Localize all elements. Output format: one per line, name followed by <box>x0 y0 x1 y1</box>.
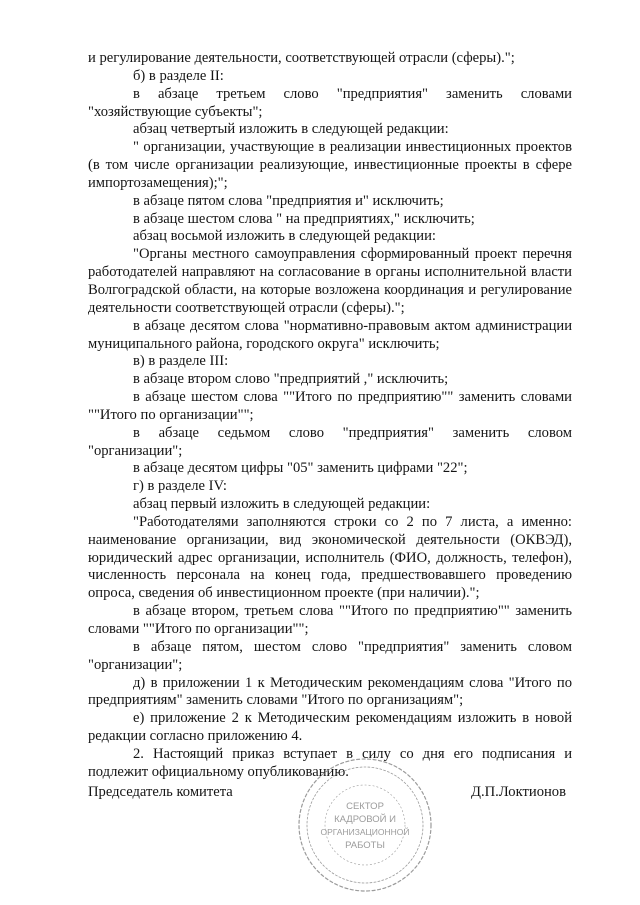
paragraph: в абзаце пятом, шестом слово "предприятия" заменить словом "организации"; <box>88 638 572 673</box>
stamp-line: СЕКТОР <box>346 801 384 812</box>
stamp-outer-ring <box>299 759 431 891</box>
paragraph: г) в разделе IV: <box>133 478 227 495</box>
paragraph: "Работодателями заполняются строки со 2 по 7 листа, а именно: наименование организации, вид экономической деятельности (ОКВЭД), юридический адрес организации, исполнитель (ФИО, должность, телефон), численность персонала на конец года, предшествовавшего проведению опроса, сведения об инвестиционном проекте (при наличии)."; <box>88 513 572 602</box>
paragraph: и регулирование деятельности, соответствующей отрасли (сферы)."; <box>88 50 515 66</box>
paragraph: " организации, участвующие в реализации инвестиционных проектов (в том числе организации реализующие, инвестиционные проекты в сфере импортозамещения);"; <box>88 139 572 191</box>
paragraph: абзац восьмой изложить в следующей редакции: <box>133 228 436 245</box>
paragraph: абзац первый изложить в следующей редакции: <box>133 496 431 513</box>
paragraph: е) приложение 2 к Методическим рекомендациям изложить в новой редакции согласно приложению 4. <box>88 710 572 745</box>
paragraph: в абзаце седьмом слово "предприятия" заменить словом "организации"; <box>88 424 572 459</box>
paragraph: в абзаце втором, третьем слова ""Итого по предприятию"" заменить словами ""Итого по организации""; <box>88 603 572 637</box>
signatory-title: Председатель комитета <box>88 784 233 800</box>
stamp-line: ОРГАНИЗАЦИОННОЙ <box>320 827 410 837</box>
stamp-center-ring <box>325 785 405 865</box>
paragraph: в абзаце пятом слова "предприятия и" исключить; <box>133 192 444 209</box>
paragraph: д) в приложении 1 к Методическим рекомендациям слова "Итого по предприятиям" заменить словами "Итого по организациям"; <box>88 674 572 709</box>
stamp-line: КАДРОВОЙ И <box>334 814 396 825</box>
signatory-name: Д.П.Локтионов <box>470 784 566 800</box>
paragraph: абзац четвертый изложить в следующей редакции: <box>133 121 449 138</box>
stamp-center-text <box>320 801 409 851</box>
paragraph: в абзаце шестом слова ""Итого по предприятию"" заменить словами ""Итого по организации""; <box>88 389 572 423</box>
paragraph: б) в разделе II: <box>133 67 224 84</box>
document-body <box>88 50 572 782</box>
paragraph: в абзаце третьем слово "предприятия" заменить словами "хозяйствующие субъекты"; <box>88 85 572 120</box>
paragraph: "Органы местного самоуправления сформированный проект перечня работодателей направляют на согласование в органы исполнительной власти Волгоградской области, на которые возложена координация и регулирование деятельности соответствующей отрасли (сферы)."; <box>88 246 572 316</box>
paragraph: в) в разделе III: <box>133 353 229 370</box>
paragraph: в абзаце десятом цифры "05" заменить цифрами "22"; <box>133 460 468 477</box>
stamp-rings <box>299 759 431 891</box>
stamp-line: РАБОТЫ <box>345 840 385 851</box>
paragraph: в абзаце десятом слова "нормативно-правовым актом администрации муниципального района, городского округа" исключить; <box>88 317 572 352</box>
official-stamp <box>294 754 436 896</box>
paragraph: 2. Настоящий приказ вступает в силу со дня его подписания и подлежит официальному опубликованию. <box>88 745 572 780</box>
paragraph: в абзаце втором слово "предприятий ," исключить; <box>133 371 449 388</box>
stamp-inner-ring <box>307 767 423 883</box>
paragraph: в абзаце шестом слова " на предприятиях," исключить; <box>133 210 475 227</box>
